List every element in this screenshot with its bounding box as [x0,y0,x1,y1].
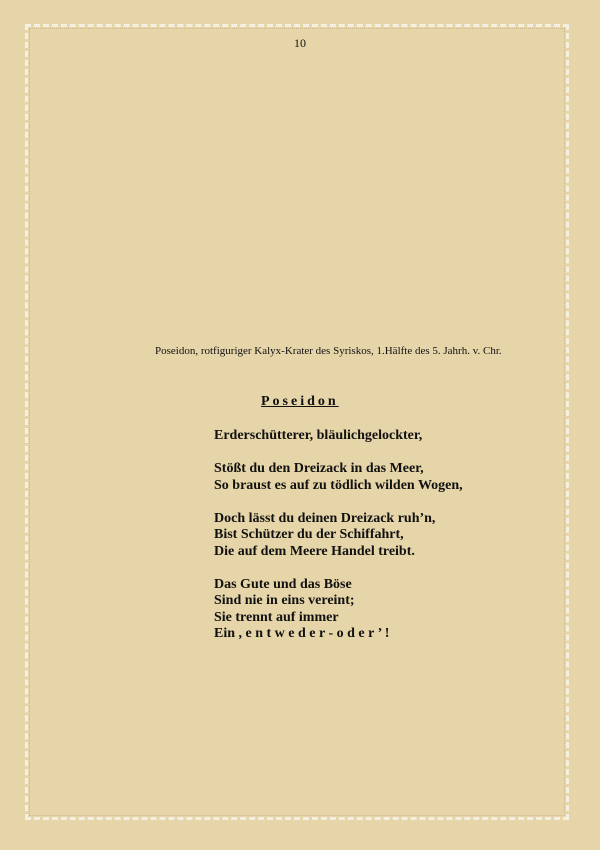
page-border-inner [29,28,565,816]
poem-line: Sind nie in eins vereint; [214,593,355,608]
poem-title [261,394,339,410]
poem-line: Sie trennt auf immer [214,609,339,625]
poem-line: Das Gute und das Böse [214,576,352,592]
poem-line: Stößt du den Dreizack in das Meer, [214,461,424,476]
poem-stanza-4 [214,577,463,643]
poem-line: Ein , e n t w e d e r - o d e r ’ ! [214,626,390,641]
poem-line: Die auf dem Meere Handel treibt. [214,543,415,559]
poem-body [214,428,463,659]
page-number: 10 [294,36,306,50]
poem-line: Bist Schützer du der Schiffahrt, [214,527,404,542]
poem-stanza-1 [214,428,463,445]
poem-title-text: Poseidon [261,394,339,409]
poem-line: So braust es auf zu tödlich wilden Wogen, [214,477,463,493]
poem-stanza-2 [214,461,463,494]
page-border [25,24,569,820]
poem-stanza-3 [214,511,463,561]
image-caption: Poseidon, rotfiguriger Kalyx-Krater des Syriskos, 1.Hälfte des 5. Jahrh. v. Chr. [155,345,502,357]
poem-line: Doch lässt du deinen Dreizack ruh’n, [214,510,436,526]
poem-line: Erderschütterer, bläulichgelockter, [214,428,423,443]
